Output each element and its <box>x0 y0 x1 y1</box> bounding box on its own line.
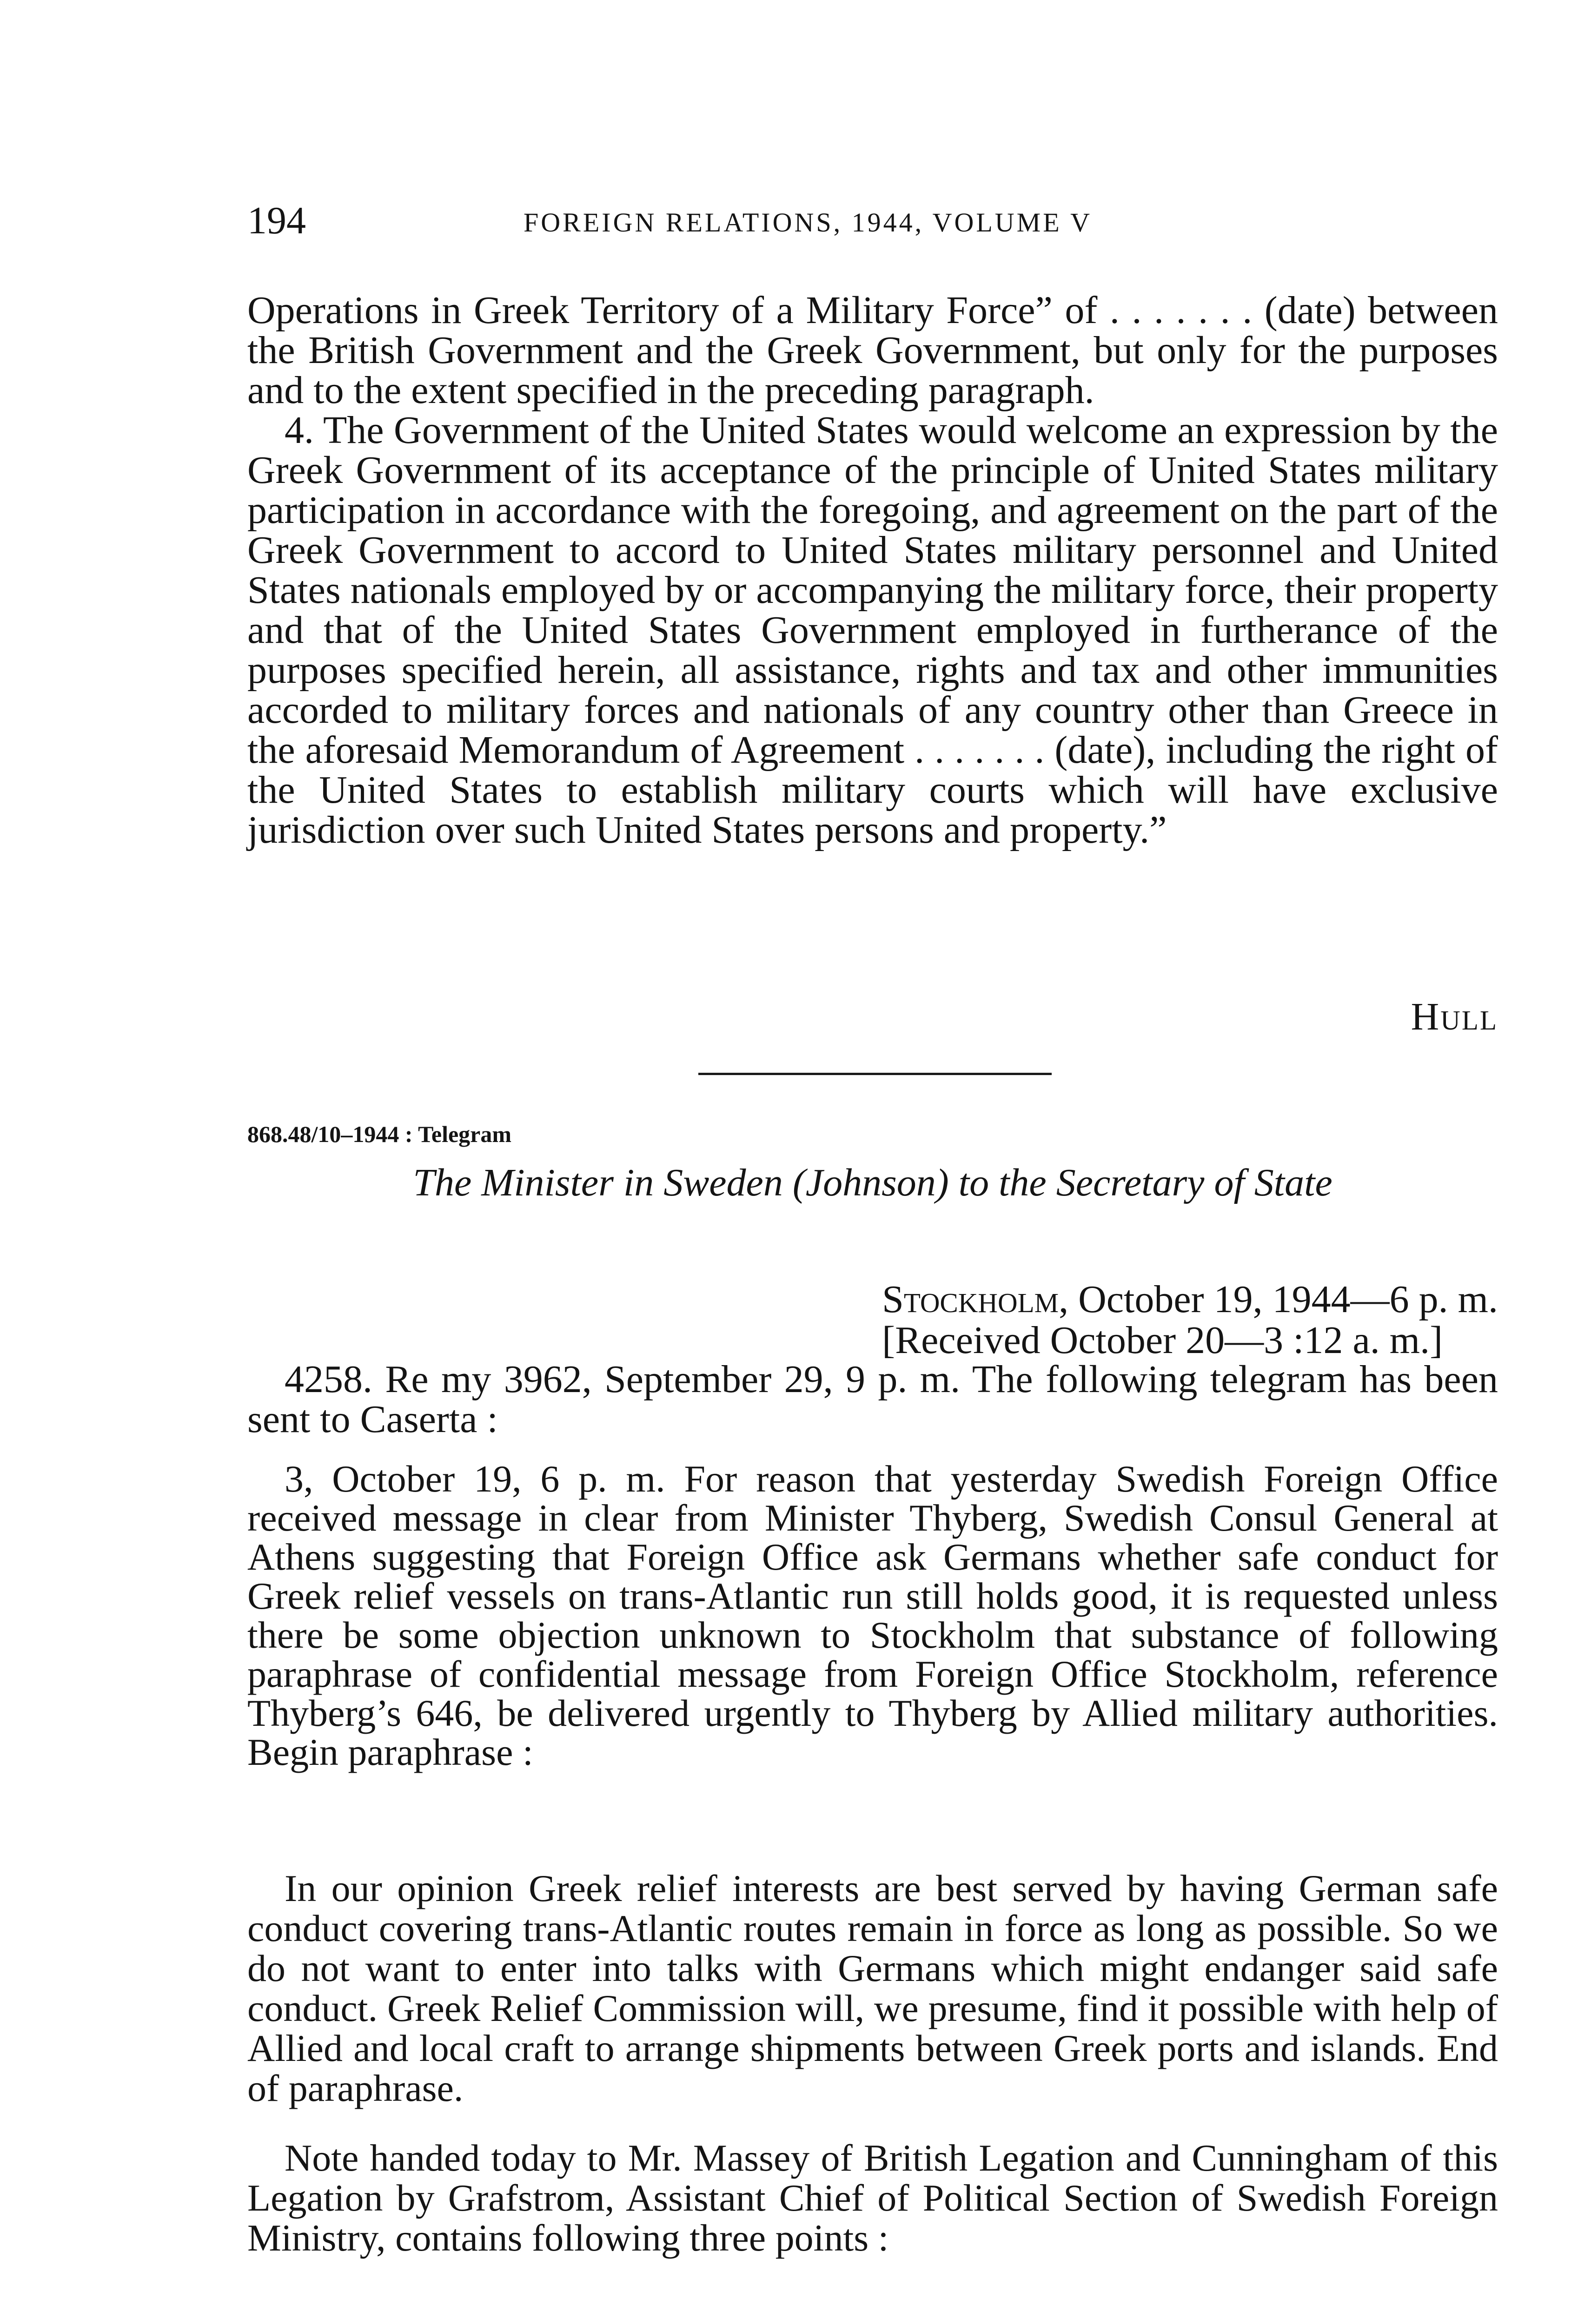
section-divider <box>698 1073 1052 1075</box>
signature-hull: Hull <box>1411 995 1498 1038</box>
dateline <box>882 1279 1498 1361</box>
opening-paragraph: 4258. Re my 3962, September 29, 9 p. m. The following telegram has been sent to Caserta : <box>247 1358 1498 1441</box>
dateline-sent <box>882 1279 1498 1320</box>
dateline-date: October 19, 1944—6 p. m. <box>1068 1278 1498 1321</box>
paraphrase-paragraph: In our opinion Greek relief interests are best served by having German safe conduct covering trans-Atlantic routes remain in force as long as possible. So we do not want to enter into talks with Germans which might endanger said safe conduct. Greek Relief Commission will, we presume, find it possible with help of Allied and local craft to arrange shipments between Greek ports and islands. End of paraphrase. <box>247 1867 1498 2109</box>
quoted-telegram <box>247 1459 1498 1772</box>
previous-document-text <box>247 290 1498 850</box>
document-title: The Minister in Sweden (Johnson) to the Secretary of State <box>413 1161 1332 1204</box>
dateline-place: Stockholm, <box>882 1278 1069 1321</box>
telegram-paragraph: 3, October 19, 6 p. m. For reason that yesterday Swedish Foreign Office received message in clear from Minister Thyberg, Swedish Consul General at Athens suggesting that Foreign Office ask Germans whether safe conduct for Greek relief vessels on trans-Atlantic run still holds good, it is requested unless there be some objection unknown to Stockholm that substance of following paraphrase of confidential message from Foreign Office Stockholm, reference Thyberg’s 646, be delivered urgently to Thyberg by Allied military authorities. Begin paraphrase : <box>247 1458 1498 1773</box>
file-reference: 868.48/10–1944 : Telegram <box>247 1121 512 1147</box>
page-number: 194 <box>247 199 306 242</box>
paraphrase-block <box>247 1868 1498 2108</box>
running-head: FOREIGN RELATIONS, 1944, VOLUME V <box>524 207 1092 238</box>
page-header <box>247 198 1498 249</box>
paragraph-4: 4. The Government of the United States would welcome an expression by the Greek Government of its acceptance of the principle of United States military participation in accordance with the foregoing, and agreement on the part of the Greek Government to accord to United States military personnel and United States nationals employed by or accompanying the military force, their property and that of the United States Government employed in furtherance of the purposes specified herein, all assistance, rights and tax and other immunities accorded to military forces and nationals of any country other than Greece in the aforesaid Memorandum of Agreement . . . . . . . (date), including the right of the United States to establish military courts which will have exclusive jurisdiction over such United States persons and property.” <box>247 409 1498 852</box>
telegram-opening <box>247 1360 1498 1439</box>
paragraph-3-continuation: Operations in Greek Territory of a Military Force” of . . . . . . . (date) between the British Government and the Greek Government, but only for the purposes and to the extent specified in the preceding paragraph. <box>247 289 1498 412</box>
received-line: [Received October 20—3 :12 a. m.] <box>882 1319 1443 1362</box>
note-paragraph: Note handed today to Mr. Massey of British Legation and Cunningham of this Legation by Grafstrom, Assistant Chief of Political Section of Swedish Foreign Ministry, contains following three points : <box>247 2137 1498 2259</box>
note-block <box>247 2138 1498 2258</box>
